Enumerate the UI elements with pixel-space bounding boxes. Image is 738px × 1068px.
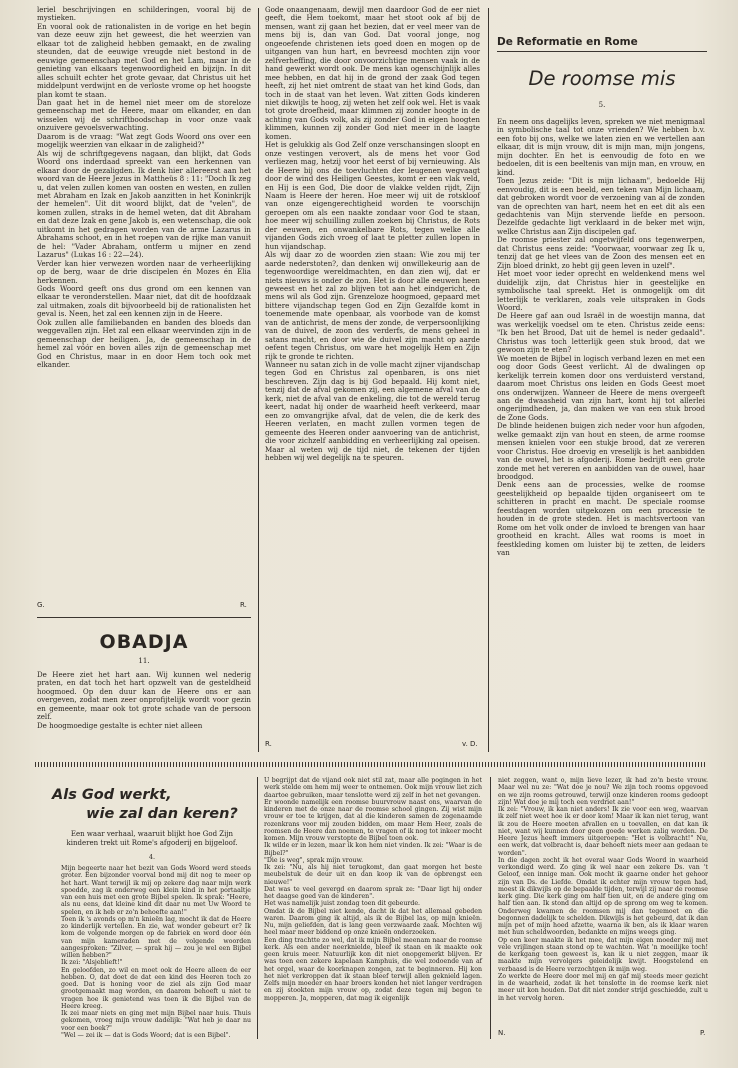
divider <box>37 617 251 618</box>
paragraph: Ik zei: "Nu, als hij niet terugkomt, dan gaat morgen het beste meubelstuk de deur uit en dan koop ik van de opbrengst een nieuwe!" <box>264 864 482 886</box>
paragraph: Een ding trachtte zo wel, dat ik mijn Bijbel meenam naar de roomse kerk. Als een ander neerknielde, bleef ik staan en ik maakte ook geen kruis meer. Natuurlijk kon dit niet onopgemerkt blijven. Er was toen een zekere kapelaan Kamphuis, die wel zodoende van af het orgel, waar de koorknapen zongen, zat te beginneren. Hij kon het niet verkroppen dat ik staan bleef terwijl allen geknield lagen. Zelfs mijn moeder en haar broers konden het niet langer verdragen en zij stookten mijn vrouw op, zodat deze tegen mij begon te mopperen. Ja, mopperen, dat mag ik eigenlijk <box>264 936 482 1002</box>
story-number: 4. <box>148 853 156 861</box>
paragraph: Dat was te veel gevergd en daarom sprak ze: "Daar ligt hij onder het daagse goed van de kinderen". <box>264 885 482 900</box>
column-roomse-mis <box>497 118 705 754</box>
section-kicker: De Reformatie en Rome <box>497 36 638 48</box>
paragraph: Ik zei: "Alsjeblieft!" <box>61 959 123 967</box>
story-column-3 <box>498 777 708 1027</box>
paragraph: Het moet voor ieder oprecht en weldenkend mens wel duidelijk zijn, dat Christus hier in geestelijke en symbolische taal spreekt. Het is onmogelijk om dit letterlijk te verklaren, zoals vele uitspraken in Gods Woord. <box>497 269 705 312</box>
signature-left: N. <box>498 1029 506 1037</box>
paragraph: Mijn begeerte naar het bezit van Gods Woord werd steeds groter. Een bijzonder voorval bond mij dit nog te meer op het hart. Want terwijl ik mij op zekere dag naar mijn werk spoedde, zag ik onderweg een klein kind in het portaaltje van een huis met een grote Bijbel spelen. Ik sprak: "Heere, als nu eens, dat kleine kind dit daar nu met Uw Woord te spelen, en ik heb er zo'n behoefte aan!" <box>61 865 251 916</box>
paragraph: En neem ons dagelijks leven, spreken we niet menigmaal in symbolische taal tot onze vrienden? We hebben b.v. een foto bij ons, welke we laten zien en we vertellen aan elkaar, dit is mijn vrouw, dit is mijn man, mijn jongens, mijn dochter. En het is eenvoudig de foto en we bedoelen, dit is een beeltenis van mijn man, en vrouw, en kind. <box>497 117 705 177</box>
signature-left: R. <box>265 740 272 748</box>
column-obadja <box>37 671 251 751</box>
section-separator <box>35 762 707 767</box>
paragraph: Ik zei: "Vrouw, ik kan niet anders! Ik zie voor een weg, waarvan ik zelf niet weet hoe ik er door kom! Maar ik kan niet terug, want ik zou de Heere moeten afvallen en u toevallen, en dat kan ik niet, want wij kunnen door geen goede werken zalig worden. De Heere Jezus heeft immers uitgeroepen: "Het is volbracht!" Nu, een werk, dat volbracht is, daar behoeft niets meer aan gedaan te worden". <box>498 806 708 857</box>
paragraph: Het was namelijk juist zondag toen dit gebeurde. <box>264 900 421 908</box>
kicker-underline <box>497 51 707 52</box>
paragraph: We moeten de Bijbel in logisch verband lezen en met een oog door Gods Geest verlicht. Al de dwalingen op kerkelijk terrein komen door ons verduisterd verstand, daarom moet Christus ons leiden en Gods Geest moet ons onderwijzen. Wanneer de Heere de mens overgeeft aan de dwaasheid van zijn hart, komt hij tot allerlei ongerijmdheden, ja, dan maken we van een stuk brood de Zone Gods. <box>497 353 705 422</box>
paragraph: En vooral ook de rationalisten in de vorige en het begin van deze eeuw zijn het geweest, die het weerzien van elkaar tot de zaligheid hebben gemaakt, en de zwaling steunden, dat de eeuwige vreugde niet bestond in de eeuwige gemeenschap met God en het Lam, maar in de genieting van elkaars tegenwoordigheid en bijzijn. In dit alles schuilt echter het grote gevaar, dat Christus uit het middelpunt verdwijnt en de verloste vrome op het hoogste plan komt te staan. <box>37 21 251 99</box>
paragraph: Dan gaat het in de hemel niet meer om de storeloze gemeenschap met de Heere, maar om elkander, en dan wisselen wij de schriftboodschap in voor onze vaak onzuivere gevoelsverwachting. <box>37 97 251 133</box>
paragraph: Toen Jezus zeide: "Dit is mijn lichaam", bedoelde Hij eenvoudig, dit is een beeld, een teken van Mijn lichaam, dat gebroken wordt voor de verzoening van al de zonden van de oprechten van hart, neem het en eet dit als een gedachtenis van Mijn stervende liefde en persoon. Dezelfde gedachte ligt verklaard in de beker met wijn, welke Christus aan Zijn discipelen gaf. <box>497 176 705 236</box>
paragraph: Denk eens aan de processies, welke de roomse geestelijkheid op bepaalde tijden organiseert om te schitteren in pracht en macht. De speciale roomse feestdagen worden uitgekozen om een processie te houden in de grote steden. Het is machtsvertoon van Rome om het volk onder de invloed te brengen van haar grootheid en kracht. Alles wat rooms is moet in feestkleding komen om luister bij te zetten, de leiders van <box>497 480 705 558</box>
story-column-2 <box>264 777 482 1037</box>
paragraph: Als wij daar zo de woorden zien staan: Wie zou mij ter aarde nederstoten?, dan denken wij onwillekeurig aan de tegenwoordige wereldmachten, en dan zien wij, dat er niets nieuws is onder de zon. Het is door alle eeuwen heen geweest en het zal zo blijven tot aan het eindgericht, de mens wil als God zijn. Grenzeloze hoogmoed, gepaard met bittere vijandschap tegen God en Zijn Gezalfde komt in toenemende mate openbaar, als voorbode van de komst van de antichrist, de mens der zonde, de verpersoonlijking van de duivel, de zoon des verderfs, de mens geheel in satans macht, en door wie de duivel zijn macht op aarde oefent tegen Christus, om ware het mogelijk Hem en Zijn rijk te gronde te richten. <box>265 250 480 361</box>
paragraph: Er woonde namelijk een roomse buurvrouw naast ons, waarvan de kinderen met de onze naar de roomse school gingen. Zij wist mijn vrouw er toe te krijgen, dat al die kinderen samen de zogenaamde rozenkrans voor mij zouden bidden, om maar Hem Heer, zoals de roomsen de Heere dan noemen, te vragen of ik nog tot inkeer mocht komen. Mijn vrouw verstopte de Bijbel toen ook. <box>264 798 482 842</box>
paragraph: Ook zullen alle familiebanden en banden des bloeds dan weggevallen zijn. Het zal een elkaar weervinden zijn in de gemeenschap der heiligen. Ja, de gemeenschap in de hemel zal vóór en boven alles zijn de gemeenschap met God en Christus, maar in en door Hem toch ook met elkander. <box>37 317 251 370</box>
paragraph: U begrijpt dat de vijand ook niet stil zat, maar alle pogingen in het werk stelde om hem mij weer te ontnemen. Ook mijn vrouw liet zich daartoe gebruiken, maar tenslotte werd zij zelf in het net gevangen. <box>264 777 482 799</box>
paragraph: Verder kan hier verwezen worden naar de verheerlijking op de berg, waar de drie discipelen én Mozes én Elia herkennen. <box>37 258 251 285</box>
paragraph: Het is gelukkig als God Zelf onze verschansingen sloopt en onze vestingen verovert, als de mens het voor God verliezen mag, hetzij voor het eerst of bij vernieuwing. Als de Heere bij ons de toevluchten der leugenen wegvaagt door de wind des Heiligen Geestes, komt er een vlak veld, en Hij is een God, Die door de vlakke velden rijdt, Zijn Naam is Heere der heren. Hoe meer wij uit de rotskloof van onze eigengerechtigheid worden te voorschijn geroepen om als een naakte zondaar voor God te staan, hoe meer wij schuilling zullen zoeken bij Christus, de Rots der eeuwen, en onwankelbare Rots, tegen welke alle vijanden Gods zich vroeg of laat te pletter zullen lopen in hun vijandschap. <box>265 140 480 251</box>
paragraph: De Heere gaf aan oud Israël in de woestijn manna, dat was werkelijk voedsel om te eten. Christus zeide eens: "Ik ben het Brood, Dat uit de hemel is neder gedaald". Christus was toch letterlijk geen stuk brood, dat we gewoon zijn te eten? <box>497 311 705 355</box>
paragraph: niet zeggen, want o, mijn lieve lezer, ik had zo'n beste vrouw. Maar wel nu ze: "Wat doe je nou? We zijn toch rooms opgevoed en we zijn rooms getrouwd, terwijl onze kinderen rooms gedoopt zijn! Wat doe je mij toch een verdriet aan!" <box>498 777 708 806</box>
paragraph: Zo werkte de Heere door mel mij en gaf mij steeds meer gezicht in de waarheid, zodat ik het tenslotte in de roomse kerk niet meer uit kon houden. Dat dit niet zonder strijd geschiedde, zult u in het vervolg horen. <box>498 972 708 1002</box>
story-subtitle: Een waar verhaal, waaruit blijkt hoe God Zijn kinderen trekt uit Rome's afgoderij en bijgeloof. <box>66 830 238 847</box>
paragraph: Wanneer nu satan zich in de volle macht zijner vijandschap tegen God en Christus zal openbaren, is ons niet beschreven. Zijn dag is bij God bepaald. Hij komt niet, tenzij dat de afval gekomen zij, een algemene afval van de kerk, niet de afval van de enkeling, die tot de wereld terug keert, nadat hij onder de waarheid heeft verkeerd, maar een zo omvangrijke afval, dat de velen, die de kerk des Heeren verlaten, en macht zullen vormen tegen de gemeente des Heeren onder aanvoering van de antichrist, die voor zichzelf aanbidding en verheerlijking zal opeisen. Maar al weten wij de tijd niet, de tekenen der tijden hebben wij wel degelijk na te speuren. <box>265 360 480 463</box>
signature-right: v. D. <box>462 740 478 748</box>
obadja-title: OBADJA <box>99 631 189 653</box>
obadja-number: 11. <box>138 657 150 665</box>
paragraph: Op een keer maakte ik het mee, dat mijn eigen moeder mij met vele vrijlingen staan stond op te wachten. Wat 'n moeilijke toch! de kerkgang toen geweest is, kan ik u niet zeggen, maar ik maakte mijn vervolgers geleidelijk kwijt. Hoogstelend en verbaasd is de Heere verzochtgen ik mijn weg. <box>498 936 708 973</box>
paragraph: "Die is weg", sprak mijn vrouw. <box>264 856 364 864</box>
paragraph: "Wel — zei ik — dat is Gods Woord; dat is een Bijbel". <box>61 1031 231 1039</box>
paragraph: De Heere ziet het hart aan. Wij kunnen wel nederig praten, en dat toch het hart opzwelt van de gesteldheid hoogmoed. Op den duur kan de Heere ons er aan overgeven, zodat men zeer onprofijtelijk wordt voor gezin en gemeente, maar ook tot grote schade van de persoon zelf. <box>37 670 251 722</box>
article-number: 5. <box>598 101 606 109</box>
paragraph: Toen ik 's avonds op m'n knieën lag, mocht ik dat de Heere zo kinderlijk vertellen. En zie, wat wonder gebeurt er? Ik kom de volgende morgen op de fabriek en word door één van mijn kameraden met de volgende woorden aangesproken: "Zilver, — sprak hij — zou je wel een Bijbel willen hebben?" <box>61 915 251 959</box>
paragraph: Daarom is de vraag: "Wat zegt Gods Woord ons over een mogelijk weerzien van elkaar in de zaligheid?" <box>37 131 251 150</box>
paragraph: De blinde heidenen buigen zich neder voor hun afgoden, welke gemaakt zijn van hout en steen, de arme roomse mensen knielen voor een stukje brood, dat ze vereren voor Christus. Hoe droevig en vreselijk is het aanbidden van de ouwel, het is afgoderij. Rome bedrijft een grote zonde met het vereren en aanbidden van de ouwel, haar broodgod. <box>497 421 705 482</box>
story-column-1 <box>61 865 251 1039</box>
column-weerzien <box>37 6 251 606</box>
paragraph: Ik wilde er in lezen, maar ik kon hem niet vinden. Ik zei: "Waar is de Bijbel?" <box>264 842 482 857</box>
paragraph: Gods Woord geeft ons dus grond om een kennen van elkaar te veronderstellen. Maar niet, dat dit de hoofdzaak zal uitmaken, zoals dit bijvoorbeeld bij de rationalisten het geval is. Neen, het zal een kennen zijn in de Heere. <box>37 283 251 319</box>
column-rule <box>258 8 259 752</box>
paragraph: Als wij de schriftgegevens nagaan, dan blijkt, dat Gods Woord ons inderdaad spreekt van een herkennen van elkaar door de gezaligden. Ik denk hier allereerst aan het woord van de Heere Jezus in Mattheüs 8 : 11: "Doch Ik zeg u, dat velen zullen komen van oosten en westen, en zullen met Abraham en Izak en Jakob aanzitten in het Koninkrijk der hemelen". Uit dit woord blijkt, dat de "velen", de komen zullen, straks in de hemel weten, dat dit Abraham en dat deze Izak en gene Jakob is, een wetenschap, die ook uitkomt in het gedragen worden van de arme Lazarus in Abrahams schoot, en in het roepen van de rijke man vanuit de hel: "Vader Abraham, ontferm u mijner en zend Lazarus" (Lukas 16 : 22—24). <box>37 148 251 260</box>
story-title-line1: Als God werkt, <box>52 787 172 803</box>
paragraph: Gode onaangenaam, dewijl men daardoor God de eer niet geeft, die Hem toekomt, maar het stoot ook af bij de mensen, want zij gaan het bezien, dat er veel meer van de mens bij is, dan van God. Dat vooral jonge, nog ongeoefende christenen iets goed doen en mogen op de uitgangen van hun hart, en bevreesd mochten zijn voor zelfverheffing, die door onvoorzichtige mensen vaak in de hand gewerkt wordt ook. De mens kan ogenschijnlijk alles mee hebben, en dat hij in de grond der zaak God tegen heeft, zij het niet omtrent de staat van het kind Gods, dan toch in de staat van het leven. Wat zitten Gods kinderen niet dikwijls te hoog, zij weten het zelf ook wel. Het is vaak tot grote droefheid, maar klimmen zij zonder hoogte in de achting van Gods volk, als zij zonder God in eigen hoogten klimmen, kunnen zij zonder God niet meer in de laagte komen. <box>265 5 480 141</box>
column-obadja-continued <box>265 6 480 740</box>
column-rule <box>490 777 491 1039</box>
paragraph: leriel beschrijvingen en schilderingen, vooral bij de mystieken. <box>37 5 251 23</box>
article-title: De roomse mis <box>528 67 676 90</box>
paragraph: In die dagen zocht ik het overal waar Gods Woord in waarheid verkondigd werd. Zo ging ik wel naar een zekere Ds. van 't Geloof, een innige man. Ook mocht ik gaarne onder het gehoor zijn van Ds. de Liefde. Omdat ik echter mijn vrouw tegen had, moest ik dikwijls op de bepaalde tijden, terwijl zij naar de roomse kerk ging. Die kerk ging om half tien uit, en de andere ging om half tien aan. Ik stond dan altijd op de sprong om weg te komen. Onderweg kwamen de roomsen mij dan tegemoet en die begonnen dadelijk te schelden. Dikwijls is het gebeurd, dat ik dan mijn pet of mijn hoed afzette, waarna ik ben, als ik klaar waren met hun scheldwoorden, bedankte en mijns weegs ging. <box>498 856 708 937</box>
signature-right: R. <box>240 601 247 609</box>
paragraph: De roomse priester zal ongetwijfeld ons tegenwerpen, dat Christus eens zeide: "Voorwaar, voorwaar zeg Ik u, tenzij dat ge het vlees van de Zoon des mensen eet en Zijn bloed drinkt, zo hebt gij geen leven in uzelf". <box>497 235 705 270</box>
signature-left: G. <box>37 601 45 609</box>
paragraph: En geloofden, zo wil en moet ook de Heere alleen de eer hebben. O, dat doet de dat een kind des Heeren toch zo goed. Dat is honing voor de ziel als zijn God maar grootgemaakt mag worden, en daarom behoeft u niet te vragen hoe ik genietend was toen ik die Bijbel van de Heere kreeg. <box>61 966 251 1010</box>
paragraph: De hoogmoedige gestalte is echter niet alleen <box>37 720 203 730</box>
column-rule <box>257 777 258 1039</box>
story-title-line2: wie zal dan keren? <box>86 806 238 822</box>
column-rule <box>488 8 489 752</box>
paragraph: Ik zei maar niets en ging met mijn Bijbel naar huis. Thuis gekomen, vroeg mijn vrouw dadelijk: "Wat heb je daar nu voor een boek?" <box>61 1010 251 1032</box>
paragraph: Omdat ik de Bijbel niet kende, dacht ik dat het allemaal gebeden waren. Daarom ging ik altijd, als ik de Bijbel las, op mijn knieën. Nu, mijn geliefden, dat is lang geen verzwaarde zaak. Mochten wij heel maar meer biddend op onze knieën onderzoeken. <box>264 907 482 937</box>
signature-right: P. <box>700 1029 706 1037</box>
